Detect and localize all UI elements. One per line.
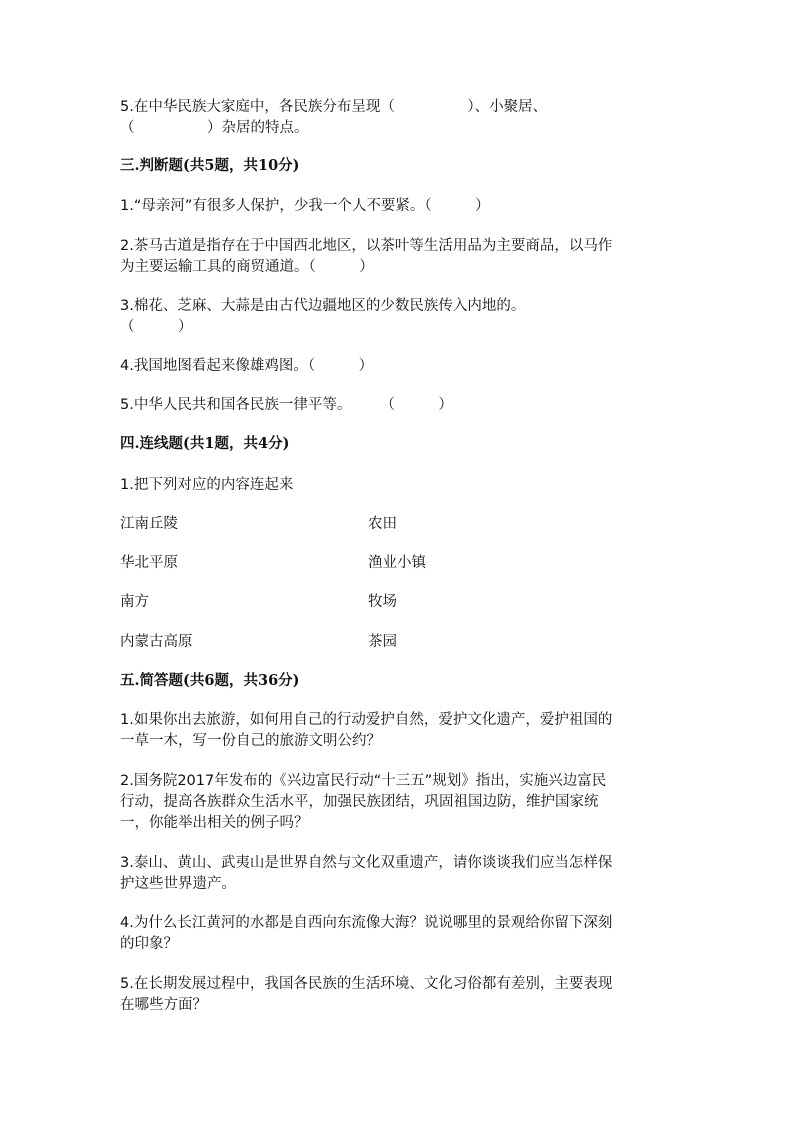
short-answer-4-line-2: 的印象？: [120, 936, 178, 952]
matching-question-1: 1.把下列对应的内容连起来: [120, 477, 294, 493]
fill-question-5-line-2: （ ）杂居的特点。: [120, 120, 309, 136]
judge-question-3-line-1: 3.棉花、芝麻、大蒜是由古代边疆地区的少数民族传入内地的。: [120, 298, 526, 314]
match-right-item: 茶园: [368, 634, 397, 650]
match-left-item: 南方: [120, 594, 149, 610]
short-answer-2-line-2: 行动，提高各族群众生活水平，加强民族团结，巩固祖国边防，维护国家统: [120, 794, 599, 810]
judge-question-3-line-2: （ ）: [120, 319, 193, 335]
match-right-item: 农田: [368, 516, 397, 532]
section-3-title: 三.判断题(共5题，共10分): [120, 157, 300, 174]
match-left-item: 江南丘陵: [120, 516, 178, 532]
match-right-item: 渔业小镇: [368, 555, 426, 571]
judge-question-5: 5.中华人民共和国各民族一律平等。 （ ）: [120, 397, 453, 413]
short-answer-3-line-2: 护这些世界遗产。: [120, 876, 236, 892]
judge-question-2-line-2: 为主要运输工具的商贸通道。（ ）: [120, 259, 374, 275]
section-4-title: 四.连线题(共1题，共4分): [120, 435, 290, 452]
judge-question-1: 1.“母亲河”有很多人保护，少我一个人不要紧。（ ）: [120, 198, 490, 214]
short-answer-4-line-1: 4.为什么长江黄河的水都是自西向东流像大海？说说哪里的景观给你留下深刻: [120, 915, 613, 931]
judge-question-2-line-1: 2.茶马古道是指存在于中国西北地区，以茶叶等生活用品为主要商品，以马作: [120, 238, 613, 254]
fill-question-5-line-1: 5.在中华民族大家庭中，各民族分布呈现（ ）、小聚居、: [120, 99, 548, 115]
match-left-item: 内蒙古高原: [120, 634, 193, 650]
short-answer-3-line-1: 3.泰山、黄山、武夷山是世界自然与文化双重遗产，请你谈谈我们应当怎样保: [120, 855, 613, 871]
match-left-item: 华北平原: [120, 555, 178, 571]
short-answer-2-line-3: 一，你能举出相关的例子吗？: [120, 815, 309, 831]
short-answer-5-line-1: 5.在长期发展过程中，我国各民族的生活环境、文化习俗都有差别，主要表现: [120, 976, 613, 992]
short-answer-5-line-2: 在哪些方面？: [120, 997, 207, 1013]
short-answer-1-line-1: 1.如果你出去旅游，如何用自己的行动爱护自然，爱护文化遗产，爱护祖国的: [120, 712, 613, 728]
section-5-title: 五.简答题(共6题，共36分): [120, 672, 300, 689]
short-answer-1-line-2: 一草一木，写一份自己的旅游文明公约？: [120, 733, 381, 749]
short-answer-2-line-1: 2.国务院2017年发布的《兴边富民行动“十三五”规划》指出，实施兴边富民: [120, 773, 607, 789]
match-right-item: 牧场: [368, 594, 397, 610]
judge-question-4: 4.我国地图看起来像雄鸡图。（ ）: [120, 358, 374, 374]
